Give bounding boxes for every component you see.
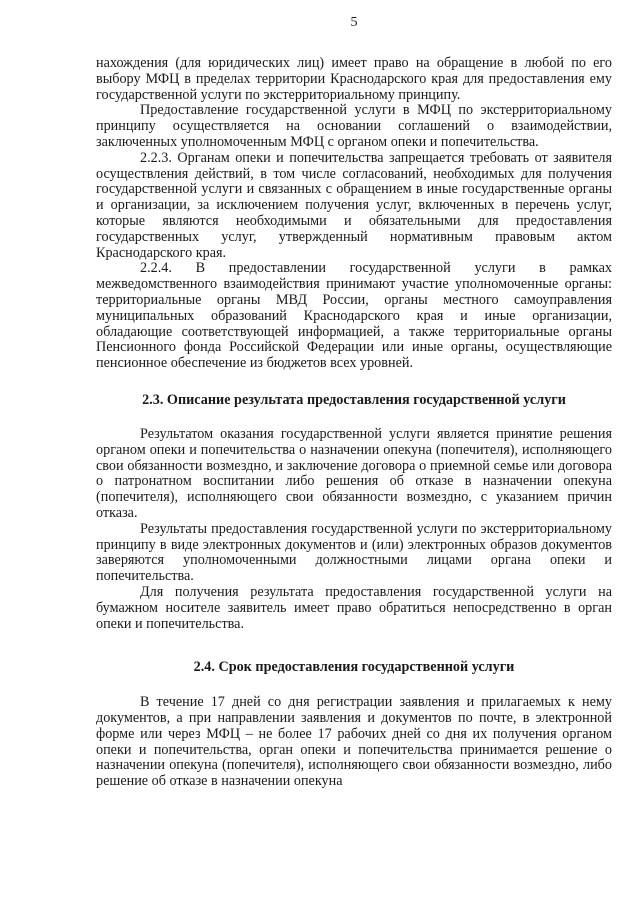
paragraph: Результаты предоставления государственной услуги по экстерриториальному принципу в виде электронных документов и (или) электронных образов документов заверяются уполномоченными должностными лицами органа опеки и попечительства. <box>96 520 612 585</box>
page-number: 5 <box>350 15 358 30</box>
paragraph-2-2-4: 2.2.4. В предоставлении государственной услуги в рамках межведомственного взаимодействия принимают участие уполномоченные органы: территориальные органы МВД России, органы местного самоуправления муниципальных образований Краснодарского края и иные организации, обладающие соответствующей информацией, а также территориальные органы Пенсионного фонда Российской Федерации или иные органы, осуществляющие пенсионное обеспечение из бюджетов всех уровней. <box>96 260 612 372</box>
paragraph-continuation: нахождения (для юридических лиц) имеет право на обращение в любой по его выбору МФЦ в пределах территории Краснодарского края для предоставления ему государственной услуги по экстерриториальному принципу. <box>96 55 612 103</box>
paragraph: Предоставление государственной услуги в МФЦ по экстерриториальному принципу осуществляется на основании соглашений о взаимодействии, заключенных уполномоченным МФЦ с органом опеки и попечительства. <box>96 102 612 150</box>
paragraph-2-2-3: 2.2.3. Органам опеки и попечительства запрещается требовать от заявителя осуществления действий, в том числе согласований, необходимых для получения государственной услуги и связанных с обращением в иные государственные органы и организации, за исключением получения услуг, включенных в перечень услуг, которые являются необходимыми и обязательными для предоставления государственных услуг, утвержденный нормативным правовым актом Краснодарского края. <box>96 149 612 261</box>
section-heading-2-4: 2.4. Срок предоставления государственной услуги <box>193 659 515 676</box>
paragraph: Результатом оказания государственной услуги является принятие решения органом опеки и попечительства о назначении опекуна (попечителя), исполняющего свои обязанности возмездно, и заключение договора о приемной семье или договора о патронатном воспитании либо решения об отказе в назначении опекуна (попечителя), исполняющего свои обязанности возмездно, с указанием причин отказа. <box>96 425 612 521</box>
section-heading-2-3: 2.3. Описание результата предоставления государственной услуги <box>142 391 566 408</box>
document-body <box>96 56 612 790</box>
paragraph: Для получения результата предоставления государственной услуги на бумажном носителе заявитель имеет право обратиться непосредственно в орган опеки и попечительства. <box>96 583 612 632</box>
paragraph: В течение 17 дней со дня регистрации заявления и прилагаемых к нему документов, а при направлении заявления и документов по почте, в электронной форме или через МФЦ – не более 17 рабочих дней со дня их получения органом опеки и попечительства, орган опеки и попечительства принимается решение о назначении опекуна (попечителя), исполняющего свои обязанности возмездно, либо решение об отказе в назначении опекуна <box>96 694 612 790</box>
